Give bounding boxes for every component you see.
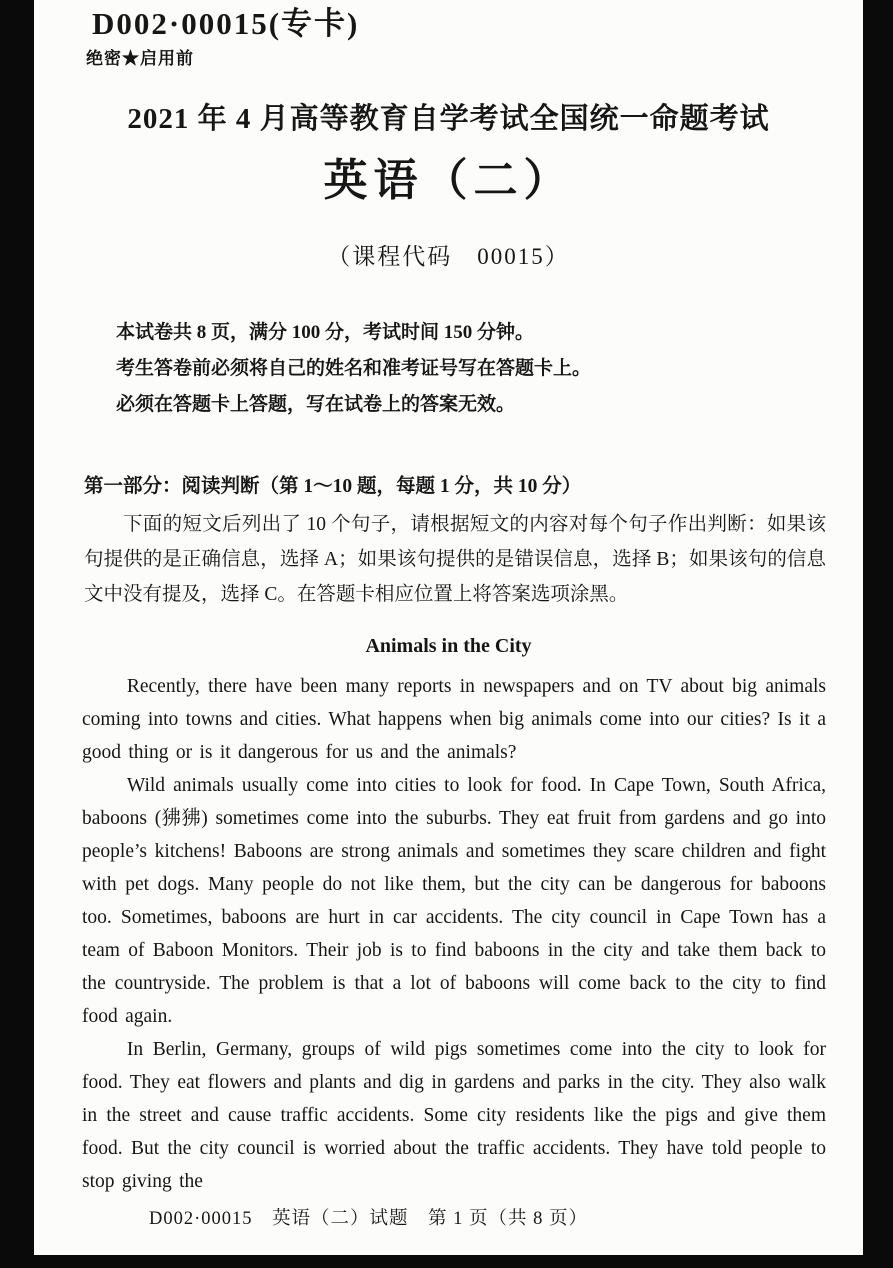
exam-code: D002·00015(专卡) (92, 6, 360, 41)
part1-heading: 第一部分：阅读判断（第 1～10 题，每题 1 分，共 10 分） (84, 476, 582, 497)
instruction-line-1: 本试卷共 8 页，满分 100 分，考试时间 150 分钟。 (116, 322, 535, 343)
exam-session-title: 2021 年 4 月高等教育自学考试全国统一命题考试 (127, 103, 770, 135)
exam-instructions (116, 315, 863, 423)
secrecy-notice: 绝密★启用前 (86, 49, 194, 68)
instruction-line-3: 必须在答题卡上答题，写在试卷上的答案无效。 (116, 394, 516, 415)
passage-paragraph-2: Wild animals usually come into cities to look for food. In Cape Town, South Africa, baboons (狒狒) sometimes come into the suburbs. They eat fruit from gardens and go into people’s kitchens! Baboons are strong animals and sometimes they scare children and fight with pet dogs. Many people do not like them, but the city can be dangerous for baboons too. Sometimes, baboons are hurt in car accidents. The city council in Cape Town has a team of Baboon Monitors. Their job is to find baboons in the city and take them back to the countryside. The problem is that a lot of baboons will come back to the city to find food again. (82, 775, 826, 1027)
passage-paragraph-3: In Berlin, Germany, groups of wild pigs sometimes come into the city to look for food. They eat flowers and plants and dig in gardens and parks in the city. They also walk in the street and cause traffic accidents. Some city residents like the pigs and give them food. But the city council is worried about the traffic accidents. They have told people to stop giving the (82, 1039, 826, 1192)
part1-directions: 下面的短文后列出了 10 个句子，请根据短文的内容对每个句子作出判断：如果该句提供的是正确信息，选择 A；如果该句提供的是错误信息，选择 B；如果该句的信息文中没有提及，选择 C。在答题卡相应位置上将答案选项涂黑。 (84, 514, 826, 605)
course-code: （课程代码 00015） (327, 244, 570, 269)
passage-title: Animals in the City (365, 635, 532, 657)
passage-paragraph-1: Recently, there have been many reports in newspapers and on TV about big animals coming into towns and cities. What happens when big animals come into our cities? Is it a good thing or is it dangerous for us and the animals? (82, 676, 826, 763)
exam-subject-title: 英语（二） (323, 156, 574, 205)
instruction-line-2: 考生答卷前必须将自己的姓名和准考证号写在答题卡上。 (116, 358, 592, 379)
page-footer: D002·00015 英语（二）试题 第 1 页（共 8 页） (148, 1209, 589, 1229)
